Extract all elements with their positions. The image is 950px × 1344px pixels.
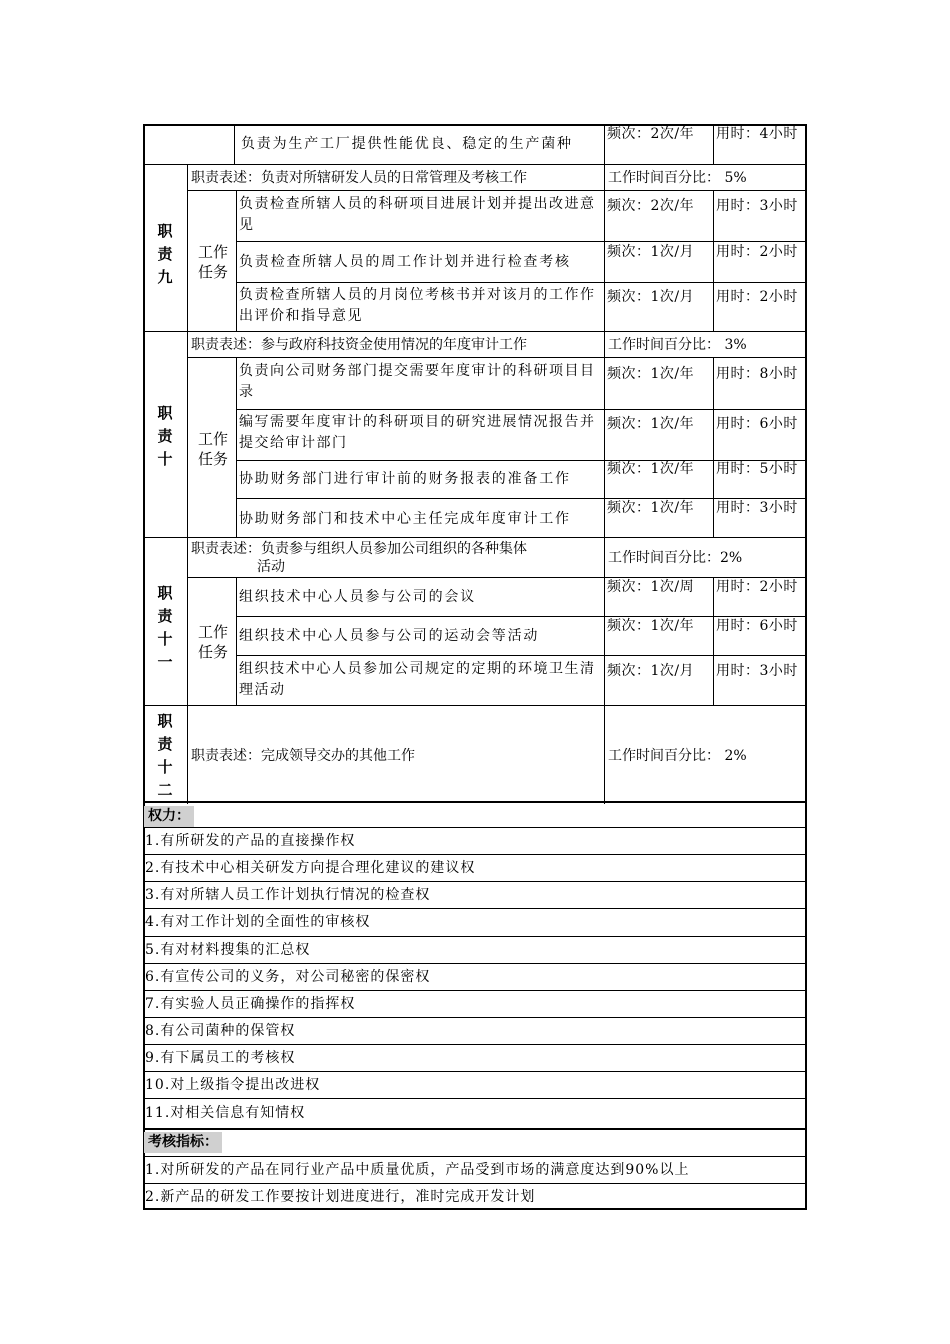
power-item: 1.有所研发的产品的直接操作权	[145, 833, 356, 849]
task-duration: 用时：4小时	[716, 126, 798, 142]
duty-10-description: 职责表述：参与政府科技资金使用情况的年度审计工作	[191, 337, 527, 353]
task-duration: 用时：5小时	[716, 461, 798, 477]
power-item: 4.有对工作计划的全面性的审核权	[145, 914, 371, 930]
duty-9-time-percent: 工作时间百分比： 5%	[608, 170, 747, 186]
power-item: 6.有宣传公司的义务，对公司秘密的保密权	[145, 969, 431, 985]
task-duration: 用时：3小时	[716, 500, 798, 516]
task-duration: 用时：2小时	[716, 244, 798, 260]
duty-10-label: 职责十	[157, 404, 173, 468]
task-text: 组织技术中心人员参与公司的运动会等活动	[239, 628, 540, 644]
duty-9-task-label: 工作任务	[197, 243, 228, 281]
power-item: 10.对上级指令提出改进权	[145, 1077, 321, 1093]
task-frequency: 频次：2次/年	[607, 198, 695, 214]
duty-10-time-percent: 工作时间百分比： 3%	[608, 337, 747, 353]
task-duration: 用时：3小时	[716, 663, 798, 679]
duty-11-label: 职责十一	[157, 584, 173, 671]
kpi-title: 考核指标：	[144, 1132, 222, 1153]
task-duration: 用时：6小时	[716, 618, 798, 634]
duty-12-description: 职责表述：完成领导交办的其他工作	[191, 748, 415, 764]
task-duration: 用时：2小时	[716, 579, 798, 595]
power-item: 9.有下属员工的考核权	[145, 1050, 296, 1066]
task-text: 协助财务部门和技术中心主任完成年度审计工作	[239, 511, 571, 527]
duty-9-description: 职责表述：负责对所辖研发人员的日常管理及考核工作	[191, 170, 527, 186]
task-frequency: 频次：1次/年	[607, 366, 695, 382]
kpi-item: 1.对所研发的产品在同行业产品中质量优质，产品受到市场的满意度达到90%以上	[145, 1162, 690, 1178]
duty-9-label: 职责九	[157, 222, 173, 286]
power-item: 2.有技术中心相关研发方向提合理化建议的建议权	[145, 860, 476, 876]
task-text: 组织技术中心人员参与公司的会议	[239, 589, 476, 605]
duty-11-task-label: 工作任务	[197, 623, 228, 661]
task-frequency: 频次：1次/月	[607, 244, 695, 260]
task-text: 负责向公司财务部门提交需要年度审计的科研项目目录	[239, 363, 596, 400]
task-duration: 用时：3小时	[716, 198, 798, 214]
task-frequency: 频次：1次/年	[607, 500, 695, 516]
duty-11-description-cont: 活动	[257, 559, 285, 575]
task-duration: 用时：6小时	[716, 416, 798, 432]
power-item: 11.对相关信息有知情权	[145, 1105, 306, 1121]
powers-title: 权力：	[144, 806, 194, 827]
task-duration: 用时：2小时	[716, 289, 798, 305]
power-item: 8.有公司菌种的保管权	[145, 1023, 296, 1039]
task-text: 组织技术中心人员参加公司规定的定期的环境卫生清理活动	[239, 661, 596, 698]
task-duration: 用时：8小时	[716, 366, 798, 382]
task-frequency: 频次：1次/年	[607, 416, 695, 432]
task-frequency: 频次：1次/月	[607, 289, 695, 305]
power-item: 3.有对所辖人员工作计划执行情况的检查权	[145, 887, 431, 903]
power-item: 7.有实验人员正确操作的指挥权	[145, 996, 356, 1012]
duty-12-label: 职责十二	[157, 712, 173, 799]
duty-11-description: 职责表述：负责参与组织人员参加公司组织的各种集体	[191, 541, 527, 557]
task-text: 负责检查所辖人员的科研项目进展计划并提出改进意见	[239, 196, 596, 233]
task-frequency: 频次：1次/年	[607, 618, 695, 634]
task-text: 负责检查所辖人员的月岗位考核书并对该月的工作作出评价和指导意见	[239, 287, 596, 324]
kpi-item: 2.新产品的研发工作要按计划进度进行，准时完成开发计划	[145, 1189, 536, 1205]
task-text: 负责为生产工厂提供性能优良、稳定的生产菌种	[241, 136, 573, 152]
power-item: 5.有对材料搜集的汇总权	[145, 942, 311, 958]
task-frequency: 频次：1次/年	[607, 461, 695, 477]
task-frequency: 频次：1次/月	[607, 663, 695, 679]
task-frequency: 频次：2次/年	[607, 126, 695, 142]
task-text: 协助财务部门进行审计前的财务报表的准备工作	[239, 471, 571, 487]
job-description-table	[143, 124, 807, 1210]
duty-10-task-label: 工作任务	[197, 430, 228, 468]
duty-11-time-percent: 工作时间百分比：2%	[608, 550, 743, 566]
duty-12-time-percent: 工作时间百分比： 2%	[608, 748, 747, 764]
task-frequency: 频次：1次/周	[607, 579, 695, 595]
task-text: 负责检查所辖人员的周工作计划并进行检查考核	[239, 254, 571, 270]
task-text: 编写需要年度审计的科研项目的研究进展情况报告并提交给审计部门	[239, 414, 596, 451]
